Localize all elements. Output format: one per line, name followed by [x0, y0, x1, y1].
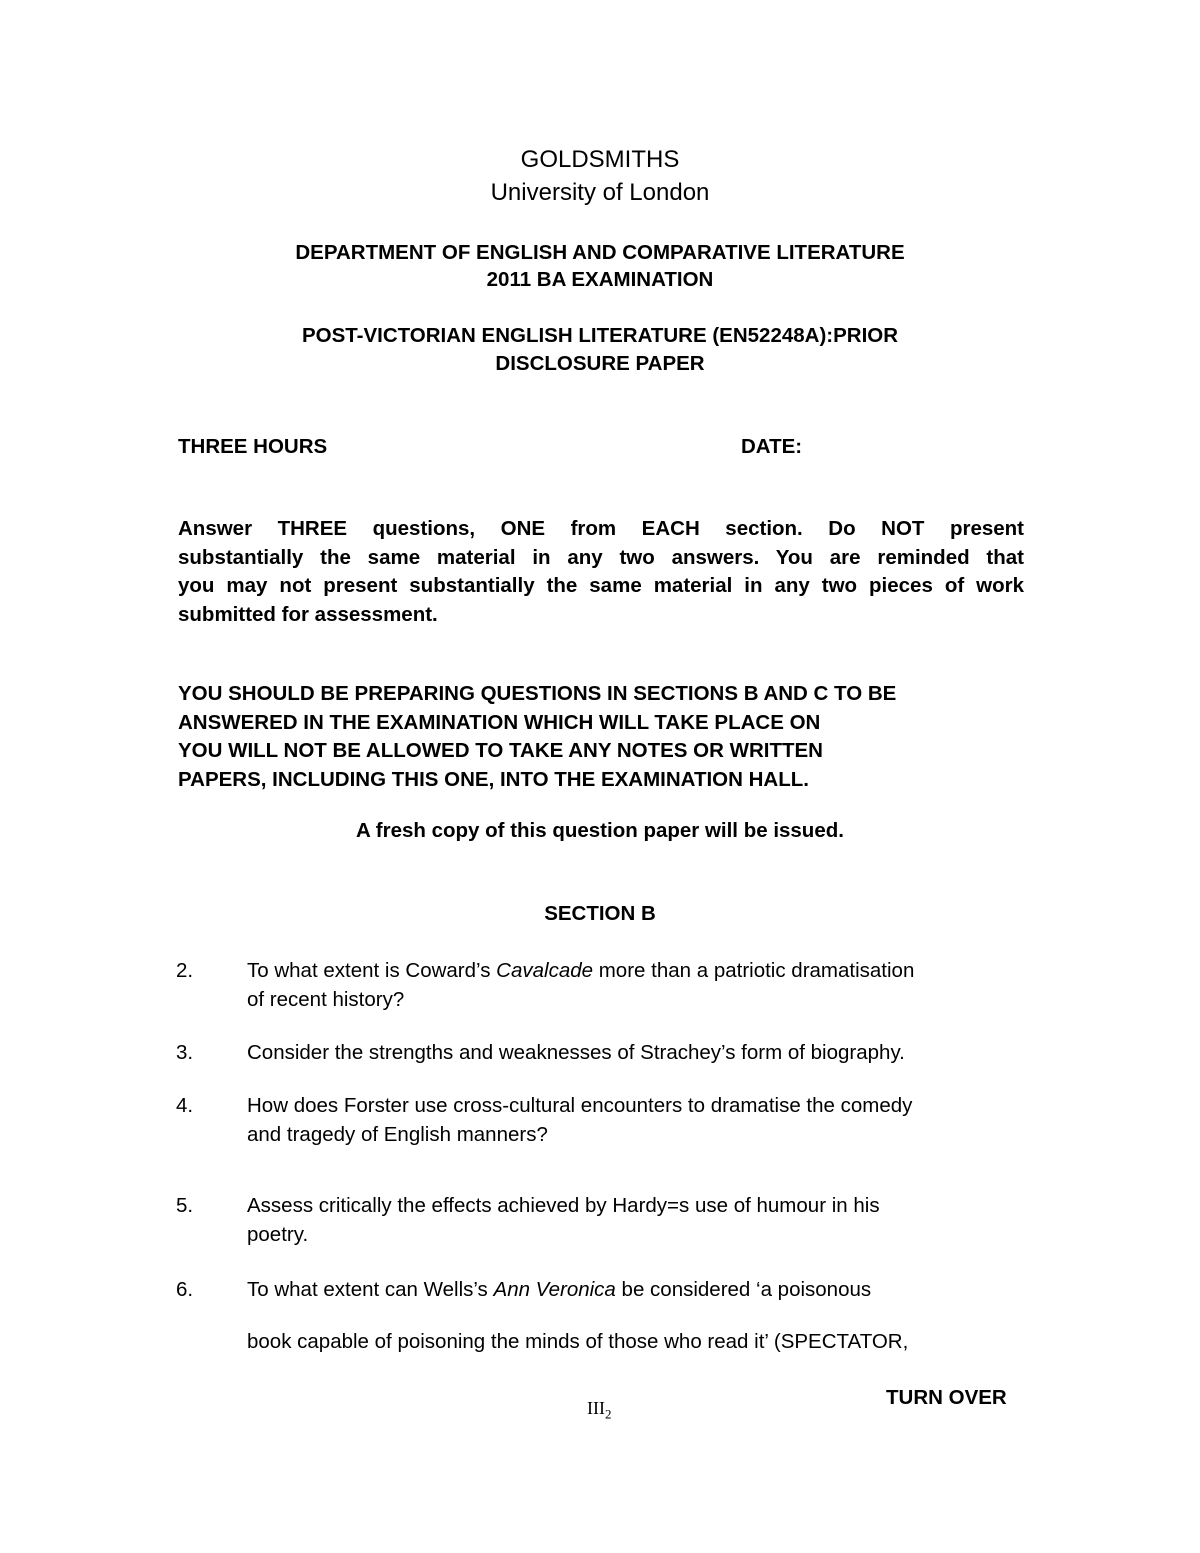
question-text-line2: of recent history? — [247, 988, 405, 1011]
instructions-line: submitted for assessment. — [178, 603, 438, 627]
exam-date-label: DATE: — [741, 435, 803, 458]
question-number: 3. — [176, 1041, 194, 1064]
question-number: 5. — [176, 1194, 194, 1217]
question-text-line1: To what extent can Wells’s Ann Veronica be considered ‘a poisonous — [247, 1278, 872, 1301]
section-title: SECTION B — [544, 902, 656, 925]
institution-name: GOLDSMITHS — [520, 146, 680, 173]
question-text-line2: and tragedy of English manners? — [247, 1123, 548, 1146]
notice-line: YOU WILL NOT BE ALLOWED TO TAKE ANY NOTES OR WRITTEN — [178, 739, 823, 763]
instructions-line: you may not present substantially the same material in any two pieces of work — [178, 574, 1024, 598]
notice-line: ANSWERED IN THE EXAMINATION WHICH WILL TAKE PLACE ON — [178, 710, 821, 734]
question-text-line2: book capable of poisoning the minds of those who read it’ (SPECTATOR, — [247, 1330, 909, 1353]
department-name: DEPARTMENT OF ENGLISH AND COMPARATIVE LITERATURE — [295, 241, 905, 264]
turn-over-label: TURN OVER — [886, 1386, 1007, 1409]
page-mark-main: III — [587, 1398, 605, 1418]
question-text-line2: poetry. — [247, 1223, 309, 1246]
question-number: 2. — [176, 959, 194, 982]
question-text-line1: To what extent is Coward’s Cavalcade more than a patriotic dramatisation — [247, 959, 915, 982]
work-title: Cavalcade — [496, 959, 594, 982]
exam-notice — [178, 680, 1024, 795]
question-text-line1: Consider the strengths and weaknesses of Strachey’s form of biography. — [247, 1041, 905, 1064]
university-name: University of London — [490, 179, 710, 206]
page-mark — [587, 1398, 611, 1423]
instructions-line: Answer THREE questions, ONE from EACH section. Do NOT present — [178, 517, 1024, 540]
question-number: 4. — [176, 1094, 194, 1117]
exam-title: 2011 BA EXAMINATION — [486, 268, 714, 291]
paper-title-line2: DISCLOSURE PAPER — [495, 352, 705, 375]
work-title: Ann Veronica — [493, 1278, 616, 1301]
question-number: 6. — [176, 1278, 194, 1301]
notice-line: YOU SHOULD BE PREPARING QUESTIONS IN SECTIONS B AND C TO BE — [178, 682, 897, 705]
exam-duration: THREE HOURS — [178, 435, 328, 458]
instructions-line: substantially the same material in any two answers. You are reminded that — [178, 545, 1024, 569]
question-text-line1: Assess critically the effects achieved by Hardy=s use of humour in his — [247, 1194, 880, 1217]
fresh-copy-note: A fresh copy of this question paper will be issued. — [356, 819, 844, 842]
paper-title-line1: POST-VICTORIAN ENGLISH LITERATURE (EN52248A):PRIOR — [301, 324, 899, 347]
instructions — [178, 515, 1024, 630]
question-text-line1: How does Forster use cross-cultural encounters to dramatise the comedy — [247, 1094, 913, 1117]
page-mark-sub: 2 — [604, 1406, 612, 1422]
notice-line: PAPERS, INCLUDING THIS ONE, INTO THE EXAMINATION HALL. — [178, 768, 809, 792]
